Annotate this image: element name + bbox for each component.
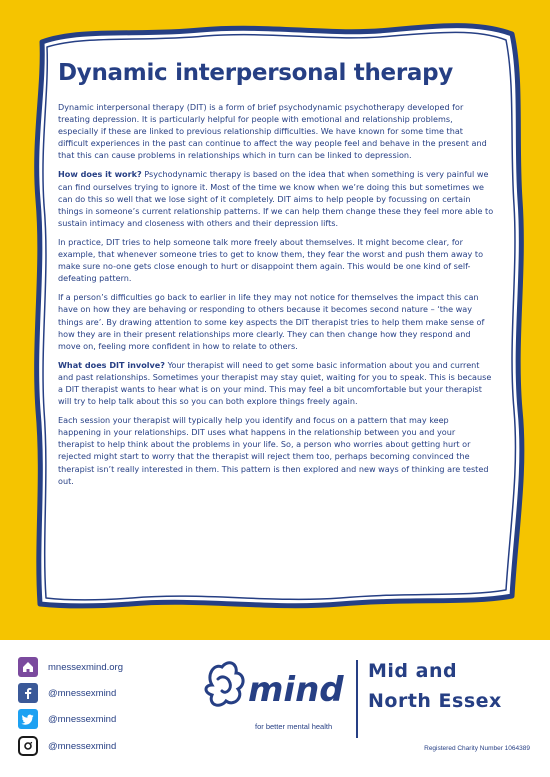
instagram-icon	[18, 736, 38, 756]
article	[58, 60, 494, 494]
logo-divider	[356, 660, 358, 738]
page-title: Dynamic interpersonal therapy	[58, 60, 453, 86]
instagram-label: @mnessexmind	[48, 740, 117, 752]
home-icon	[18, 657, 38, 677]
section-heading: How does it work?	[58, 169, 142, 180]
section-heading: What does DIT involve?	[58, 359, 165, 370]
org-name-line2: North Essex	[368, 690, 502, 712]
twitter-icon	[18, 709, 38, 729]
facebook-label: @mnessexmind	[48, 687, 117, 699]
paragraph-in-practice: In practice, DIT tries to help someone talk more freely about themselves. It might become clear, for example, that whenever someone tries to get to know them, they fear the worst and push them away to make sure no-one gets close enough to hurt or disappoint them again. This would be one kind of self-defeating pattern.	[58, 236, 484, 284]
website-link[interactable]	[18, 657, 123, 677]
paragraph-what-involve: What does DIT involve? Your therapist will need to get some basic information about you and current and past relationships. Sometimes your therapist may stay quiet, waiting for you to speak. This is because a DIT therapist wants to hear what is on your mind. This may feel a bit uncomfortable but your therapist will try to help talk about this so you can both explore things freely again.	[58, 359, 492, 407]
website-label: mnessexmind.org	[48, 661, 123, 673]
facebook-icon	[18, 683, 38, 703]
tagline: for better mental health	[255, 722, 333, 731]
charity-number: Registered Charity Number 1064389	[424, 745, 530, 752]
paragraph-intro: Dynamic interpersonal therapy (DIT) is a form of brief psychodynamic psychotherapy developed for treating depression. It is particularly helpful for people with emotional and relationship problems, especially if these are linked to previous relationship difficulties. We have known for some time that difficult experiences in the past can continue to affect the way people feel and behave in the present and that this can cause problems in relationships which in turn can be linked to depression.	[58, 102, 487, 161]
twitter-label: @mnessexmind	[48, 713, 117, 725]
instagram-link[interactable]	[18, 736, 116, 756]
twitter-link[interactable]	[18, 709, 116, 729]
paragraph-how-it-works: How does it work? Psychodynamic therapy is based on the idea that when something is very painful we can find ourselves trying to ignore it. Most of the time we know when we’re doing this but sometimes we can do this so well that we lose sight of it completely. DIT aims to help people by focussing on certain things in someone’s current relationship patterns. If we can help them change these they feel more able to sustain intimacy and closeness with others and their depression lifts.	[58, 169, 494, 228]
logo-wordmark: mind	[248, 670, 344, 710]
facebook-link[interactable]	[18, 683, 116, 703]
paragraph-each-session: Each session your therapist will typically help you identify and focus on a pattern that may keep happening in your relationships. DIT uses what happens in the relationship between you and your therapist to help think about the problems in your life. So, a person who worries about getting hurt or rejected might start to worry that the therapist will reject them too, perhaps becoming convinced the therapist isn’t really interested in them. This pattern is then explored and new ways of thinking are tested out.	[58, 415, 489, 486]
paragraph-difficulties: If a person’s difficulties go back to earlier in life they may not notice for themselves the impact this can have on how they are behaving or responding to others because it becomes second nature – ‘the way things are’. By drawing attention to some key aspects the DIT therapist tries to help them make sense of how they are in their present relationships more clearly. They can then change how they respond and move on, feeling more confident in how to relate to others.	[58, 292, 485, 351]
org-name-line1: Mid and	[368, 660, 458, 682]
